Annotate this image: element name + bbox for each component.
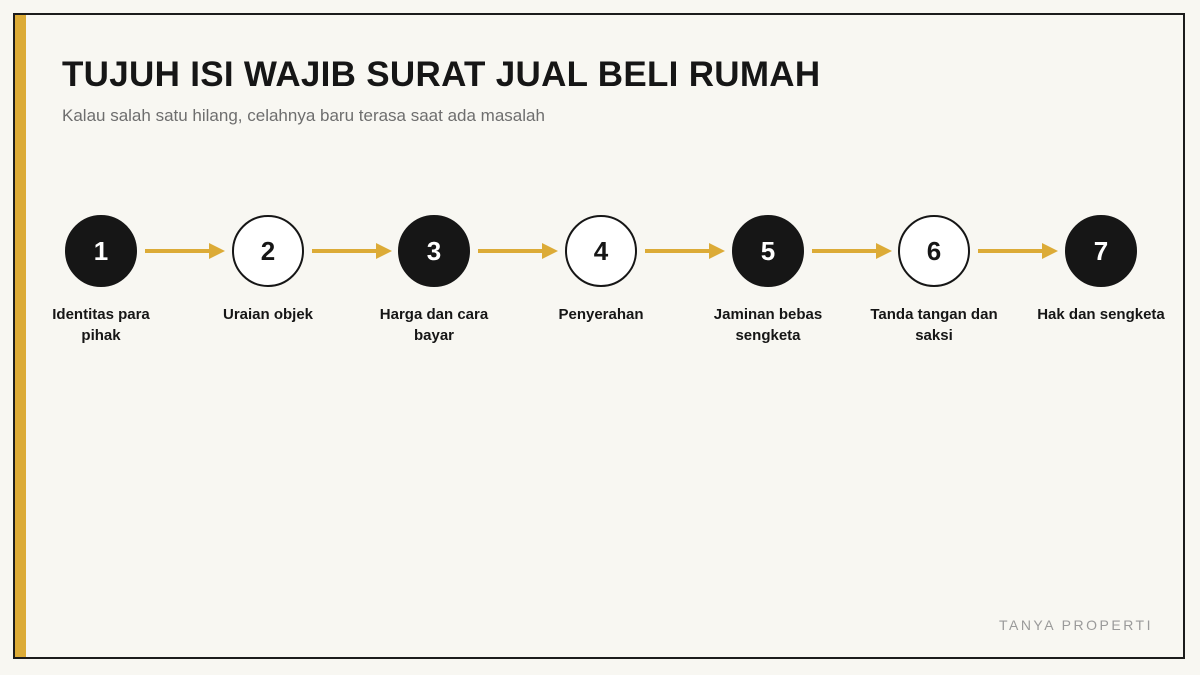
- step-3: [369, 215, 499, 346]
- step-7: [1036, 215, 1166, 325]
- step-7-circle: 7: [1065, 215, 1137, 287]
- step-3-circle: 3: [398, 215, 470, 287]
- footer-brand: TANYA PROPERTI: [998, 617, 1153, 633]
- page-title: TUJUH ISI WAJIB SURAT JUAL BELI RUMAH: [62, 55, 821, 94]
- page-subtitle: Kalau salah satu hilang, celahnya baru terasa saat ada masalah: [62, 106, 545, 125]
- step-6-circle: 6: [898, 215, 970, 287]
- step-4-circle: 4: [565, 215, 637, 287]
- slide: [13, 13, 1185, 659]
- step-5-label: Jaminan bebas sengketa: [713, 306, 823, 344]
- step-6: [869, 215, 999, 346]
- step-2: [203, 215, 333, 325]
- step-5: [703, 215, 833, 346]
- step-1-circle: 1: [65, 215, 137, 287]
- step-3-label: Harga dan cara bayar: [379, 306, 489, 344]
- step-2-circle: 2: [232, 215, 304, 287]
- step-1-label: Identitas para pihak: [52, 306, 150, 344]
- step-7-label: Hak dan sengketa: [1037, 306, 1165, 323]
- step-6-label: Tanda tangan dan saksi: [870, 306, 998, 344]
- step-2-label: Uraian objek: [222, 306, 314, 323]
- process-flow: [15, 15, 1183, 657]
- step-4-label: Penyerahan: [558, 306, 644, 323]
- step-4: [536, 215, 666, 325]
- step-5-circle: 5: [732, 215, 804, 287]
- step-1: [36, 215, 166, 346]
